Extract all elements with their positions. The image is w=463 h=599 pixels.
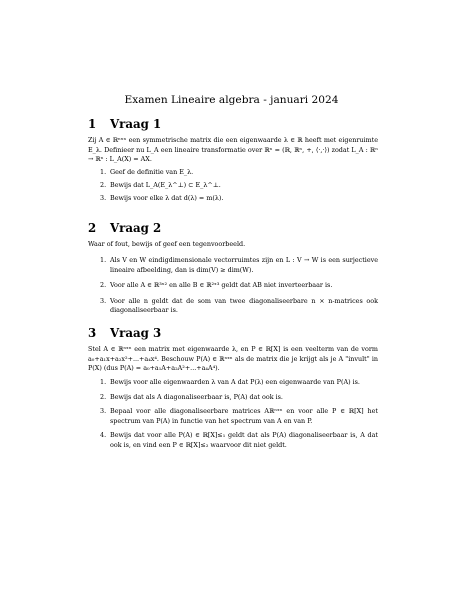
list-item: 3. Bewijs voor elke λ dat d(λ) = m(λ). xyxy=(100,194,224,203)
section-3-number: 3 xyxy=(88,326,97,340)
section-1-list xyxy=(100,168,378,204)
section-3-list xyxy=(100,378,378,451)
section-2-title: Vraag 2 xyxy=(110,221,162,235)
section-2-number: 2 xyxy=(88,221,97,235)
section-2-intro: Waar of fout, bewijs of geef een tegenvoorbeeld. xyxy=(88,240,246,248)
section-1-title: Vraag 1 xyxy=(110,117,162,131)
section-1-intro: Zij A ∈ ℝⁿˣⁿ een symmetrische matrix die een eigenwaarde λ ∈ ℝ heeft met eigenruimte E_λ. Definieer nu L_A een lineaire transformatie over ℝⁿ = (ℝ, ℝⁿ, +, ⟨·,·⟩) zodat L_A : ℝⁿ → ℝⁿ : L_A(X) = AX. xyxy=(88,136,378,164)
list-item: 2. Bewijs dat als A diagonaliseerbaar is, P(A) dat ook is. xyxy=(100,392,283,401)
section-3-heading xyxy=(88,326,161,340)
list-item: 3. Bepaal voor alle diagonaliseerbare matrices Aℝⁿˣⁿ en voor alle P ∈ ℝ[X] het spectrum van P(A) in functie van het spectrum van A en van P. xyxy=(100,407,378,425)
list-item: 4. Bewijs dat voor alle P(A) ∈ ℝ[X]≤₁ geldt dat als P(A) diagonaliseerbaar is, A dat ook is, en vind een P ∈ ℝ[X]≤₂ waarvoor dit niet geldt. xyxy=(100,431,378,449)
section-1-number: 1 xyxy=(88,117,97,131)
list-item: 1. Bewijs voor alle eigenwaarden λ van A dat P(λ) een eigenwaarde van P(A) is. xyxy=(100,378,360,386)
section-2-heading xyxy=(88,221,161,235)
section-2-list xyxy=(100,256,378,316)
section-1-heading xyxy=(88,117,161,131)
list-item: 1. Geef de definitie van E_λ. xyxy=(100,168,194,176)
list-item: 2. Bewijs dat L_A(E_λ^⊥) ⊂ E_λ^⊥. xyxy=(100,181,221,190)
section-3-title: Vraag 3 xyxy=(110,326,162,340)
section-3-intro: Stel A ∈ ℝⁿˣⁿ een matrix met eigenwaarde λ, en P ∈ ℝ[X] is een veelterm van de vorm a₀+a₁x+a₂x²+...+a₄x⁴. Beschouw P(A) ∈ ℝⁿˣⁿ als de matrix die je krijgt als je A "invult" in P(X) (dus P(A) = a₀+a₁A+a₂A²+...+a₄A⁴). xyxy=(88,345,378,373)
document-title: Examen Lineaire algebra - januari 2024 xyxy=(124,94,339,106)
list-item: 1. Als V en W eindigdimensionale vectorruimtes zijn en L : V → W is een surjectieve lineaire afbeelding, dan is dim(V) ≥ dim(W). xyxy=(100,256,378,274)
list-item: 3. Voor alle n geldt dat de som van twee diagonaliseerbare n × n-matrices ook diagonaliseerbaar is. xyxy=(100,296,378,315)
list-item: 2. Voor alle A ∈ ℝ³ˣ² en alle B ∈ ℝ²ˣ³ geldt dat AB niet inverteerbaar is. xyxy=(100,281,333,290)
